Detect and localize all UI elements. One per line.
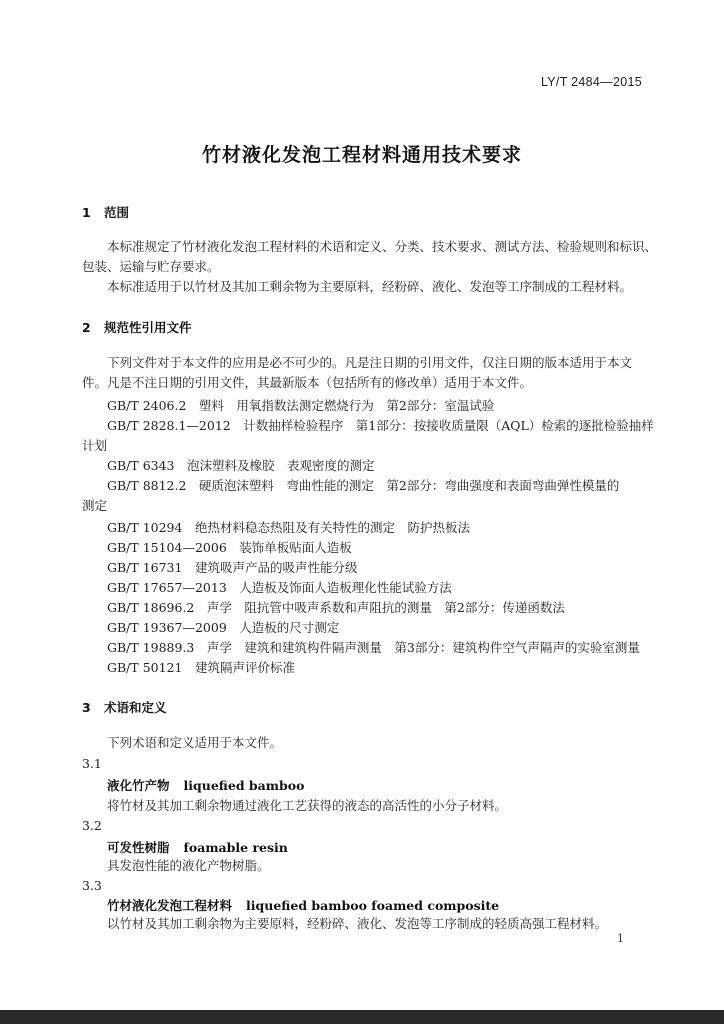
- reference-item: GB/T 10294 绝热材料稳态热阻及有关特性的测定 防护热板法: [107, 520, 470, 535]
- term-number: 3.2: [82, 818, 102, 833]
- document-title: 竹材液化发泡工程材料通用技术要求: [201, 144, 522, 166]
- term-heading: [107, 838, 288, 856]
- reference-item-continuation: 测定: [82, 498, 108, 513]
- term-definition: 以竹材及其加工剩余物为主要原料，经粉碎、液化、发泡等工序制成的轻质高强工程材料。: [107, 916, 608, 931]
- section-2-heading: [82, 318, 192, 336]
- reference-item-continuation: 计划: [82, 438, 108, 453]
- section-3-heading: [82, 698, 167, 716]
- section-number: 1: [82, 205, 91, 220]
- reference-item: GB/T 50121 建筑隔声评价标准: [107, 660, 295, 675]
- term-number: 3.1: [82, 756, 102, 771]
- terms-intro: 下列术语和定义适用于本文件。: [107, 735, 283, 750]
- section-number: 2: [82, 320, 91, 335]
- term-chinese: 液化竹产物: [107, 778, 170, 793]
- reference-item: GB/T 2406.2 塑料 用氧指数法测定燃烧行为 第2部分：室温试验: [107, 398, 495, 413]
- reference-item: GB/T 18696.2 声学 阻抗管中吸声系数和声阻抗的测量 第2部分：传递函数法: [107, 600, 565, 615]
- normative-intro-line2: 件。凡是不注日期的引用文件，其最新版本（包括所有的修改单）适用于本文件。: [82, 375, 533, 390]
- term-definition: 具发泡性能的液化产物树脂。: [107, 858, 270, 873]
- page-number: 1: [617, 932, 624, 945]
- bottom-scan-edge: [0, 1010, 724, 1024]
- term-english: liquefied bamboo: [183, 778, 305, 793]
- reference-item: GB/T 19889.3 声学 建筑和建筑构件隔声测量 第3部分：建筑构件空气声隔声的实验室测量: [107, 640, 640, 655]
- section-1-heading: [82, 203, 129, 221]
- reference-item: GB/T 16731 建筑吸声产品的吸声性能分级: [107, 560, 358, 575]
- term-english: foamable resin: [183, 840, 288, 855]
- reference-item: GB/T 6343 泡沫塑料及橡胶 表观密度的测定: [107, 458, 375, 473]
- section-title: 规范性引用文件: [104, 320, 192, 335]
- term-definition: 将竹材及其加工剩余物通过液化工艺获得的液态的高活性的小分子材料。: [107, 798, 508, 813]
- scope-para1-line2: 包装、运输与贮存要求。: [82, 259, 220, 274]
- reference-item: GB/T 2828.1—2012 计数抽样检验程序 第1部分：按接收质量限（AQL）检索的逐批检验抽样: [107, 418, 654, 433]
- term-heading: [107, 896, 499, 914]
- standard-code: LY/T 2484—2015: [540, 75, 642, 89]
- reference-item: GB/T 8812.2 硬质泡沫塑料 弯曲性能的测定 第2部分：弯曲强度和表面弯曲弹性模量的: [107, 478, 620, 493]
- scope-para2: 本标准适用于以竹材及其加工剩余物为主要原料，经粉碎、液化、发泡等工序制成的工程材料。: [107, 279, 633, 294]
- section-title: 术语和定义: [104, 700, 167, 715]
- reference-item: GB/T 19367—2009 人造板的尺寸测定: [107, 620, 340, 635]
- reference-item: GB/T 15104—2006 装饰单板贴面人造板: [107, 540, 352, 555]
- term-chinese: 竹材液化发泡工程材料: [107, 898, 233, 913]
- term-english: liquefied bamboo foamed composite: [246, 898, 500, 913]
- section-title: 范围: [104, 205, 130, 220]
- term-chinese: 可发性树脂: [107, 840, 170, 855]
- term-number: 3.3: [82, 878, 102, 893]
- normative-intro-line1: 下列文件对于本文件的应用是必不可少的。凡是注日期的引用文件，仅注日期的版本适用于本文: [107, 355, 633, 370]
- reference-item: GB/T 17657—2013 人造板及饰面人造板理化性能试验方法: [107, 580, 452, 595]
- scope-para1-line1: 本标准规定了竹材液化发泡工程材料的术语和定义、分类、技术要求、测试方法、检验规则和标识、: [107, 239, 658, 254]
- term-heading: [107, 776, 304, 794]
- section-number: 3: [82, 700, 91, 715]
